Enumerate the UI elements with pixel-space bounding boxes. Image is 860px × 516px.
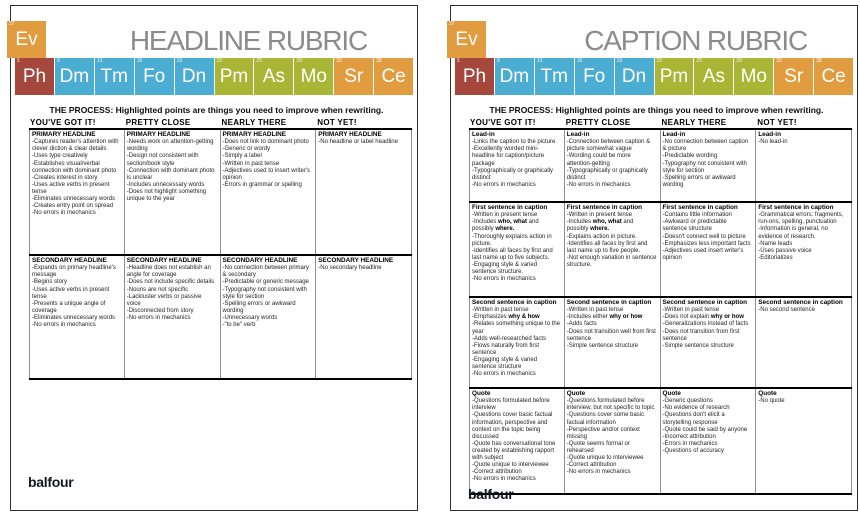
criterion-heading: Quote xyxy=(472,390,491,397)
tile-number: 5 xyxy=(17,58,20,64)
criterion-bullet: - Connection with dominant photo is unclear xyxy=(127,168,217,182)
criterion-bullet: - No errors in mechanics xyxy=(567,182,657,189)
criterion-bullet: - Headline does not establish an angle for coverage xyxy=(127,265,217,279)
criterion-bullet: - Written in past tense xyxy=(567,307,657,314)
criterion-bullet: - "to be" verb xyxy=(223,322,313,329)
page-headline-rubric xyxy=(10,5,418,511)
tile-number: 22 xyxy=(656,58,663,64)
criterion-heading: Second sentence in caption xyxy=(472,299,557,306)
criterion-heading: SECONDARY HEADLINE xyxy=(318,257,394,264)
tile-symbol: Dn xyxy=(621,65,647,87)
criterion-bullet: - Creates interest in story xyxy=(32,175,121,182)
tile-symbol: Dn xyxy=(181,65,207,87)
criterion-bullet: - Quote could be said by anyone xyxy=(663,427,753,434)
criterion-bullet: - Includes unnecessary words xyxy=(127,182,217,189)
element-tile-dn xyxy=(615,58,654,95)
rubric-cell xyxy=(756,389,852,493)
criterion-bullet: - Editorializes xyxy=(758,255,848,262)
tile-symbol: Ce xyxy=(821,65,846,87)
tile-number: 33 xyxy=(776,58,782,64)
criterion-bullet: - No errors in mechanics xyxy=(472,276,561,283)
criterion-bullet: - Begins story xyxy=(32,279,121,286)
rubric-cell xyxy=(565,130,661,201)
criterion-heading: Second sentence in caption xyxy=(662,299,748,306)
criterion-heading: SECONDARY HEADLINE xyxy=(126,257,202,264)
column-header-not-yet: NOT YET! xyxy=(757,118,797,127)
tile-number: 37 xyxy=(449,21,455,27)
tile-number: 38 xyxy=(376,58,382,64)
column-header-pretty-close: PRETTY CLOSE xyxy=(565,118,631,127)
rubric-cell xyxy=(756,298,852,387)
criterion-heading: Lead-in xyxy=(662,131,686,138)
rubric-cell xyxy=(661,130,757,201)
tile-symbol: Pm xyxy=(659,65,689,87)
tile-symbol: Ph xyxy=(462,65,487,87)
criterion-heading: Second sentence in caption xyxy=(566,299,652,306)
criterion-bullet: - Correct attribution xyxy=(567,462,657,469)
rubric-cell xyxy=(29,256,125,378)
criterion-bullet: - Spelling errors or awkward wording xyxy=(663,175,753,189)
criterion-bullet: - Simple sentence structure xyxy=(663,343,753,350)
criterion-bullet: - Does not explain why or how xyxy=(663,314,753,321)
criterion-bullet: - Presents a unique angle of coverage xyxy=(32,301,121,315)
element-tile-ph xyxy=(15,58,54,95)
element-tile-as xyxy=(694,58,733,95)
tile-symbol: Dm xyxy=(59,65,90,87)
rubric-cell xyxy=(125,130,221,254)
criterion-bullet: - No errors in mechanics xyxy=(472,371,561,378)
element-tile-pm xyxy=(655,58,694,95)
criterion-bullet: - Errors in grammar or spelling xyxy=(223,182,313,189)
rubric-cell xyxy=(756,130,852,201)
criterion-bullet: - Adjectives used insert writer's opinion xyxy=(663,248,753,262)
rubric-cell xyxy=(125,256,221,378)
tile-symbol: Mo xyxy=(740,65,767,87)
criterion-bullet: - Typographically or graphically distinct xyxy=(472,168,561,182)
criterion-bullet: - Does not transition from first sentence xyxy=(663,329,753,343)
rubric-header-row xyxy=(29,117,412,130)
tile-symbol: As xyxy=(262,65,285,87)
criterion-bullet: - Written in present tense xyxy=(567,212,657,219)
criterion-bullet: - Predictable wording xyxy=(663,153,753,160)
criterion-bullet: - Does not highlight something unique to the year xyxy=(127,189,217,203)
rubric-cell xyxy=(29,130,125,254)
criterion-heading: SECONDARY HEADLINE xyxy=(32,257,107,264)
criterion-bullet: - Questions of accuracy xyxy=(663,448,753,455)
criterion-bullet: - Spelling errors or awkward wording xyxy=(223,301,313,315)
criterion-bullet: - No errors in mechanics xyxy=(32,210,121,217)
criterion-bullet: - Unnecessary words xyxy=(223,315,313,322)
criterion-bullet: - Errors in mechanics xyxy=(663,441,753,448)
criterion-bullet: - Doesn't connect well to picture xyxy=(663,234,753,241)
element-tile-mo xyxy=(734,58,773,95)
criterion-bullet: - Links the caption to the picture xyxy=(472,139,561,146)
tile-symbol: Fo xyxy=(143,65,166,87)
criterion-bullet: - Uses type creatively xyxy=(32,153,121,160)
element-tile-dm xyxy=(55,58,94,95)
criterion-bullet: - Identifies all faces by first and last name up to five people. xyxy=(567,241,657,255)
criterion-bullet: - Adds facts xyxy=(567,321,657,328)
tile-symbol: Mo xyxy=(300,65,327,87)
criterion-bullet: - Incorrect attribution xyxy=(663,434,753,441)
element-tile-pm xyxy=(215,58,254,95)
rubric-cell xyxy=(565,389,661,493)
rubric-row xyxy=(29,256,412,380)
element-tiles xyxy=(15,58,413,95)
criterion-bullet: - Eliminates unnecessary words xyxy=(32,196,121,203)
criterion-bullet: - Quote seems formal or rehearsed xyxy=(567,441,657,455)
element-tile-fo xyxy=(135,58,174,95)
tile-number: 29 xyxy=(736,58,742,64)
rubric-table xyxy=(29,117,412,380)
process-statement xyxy=(21,105,412,115)
criterion-bullet: - Flows naturally from first sentence xyxy=(472,343,561,357)
tile-symbol: As xyxy=(702,65,725,87)
criterion-bullet: - Identifies all faces by first and last name up to five subjects. xyxy=(472,248,561,262)
column-header-youve-got-it: YOU'VE GOT IT! xyxy=(30,118,96,127)
criterion-bullet: - Not enough variation in sentence structure. xyxy=(567,255,657,269)
criterion-heading: First sentence in caption xyxy=(566,204,643,211)
criterion-heading: Lead-in xyxy=(566,131,590,138)
criterion-bullet: - Adjectives used to insert writer's opinion xyxy=(223,168,313,182)
tile-number: 33 xyxy=(336,58,342,64)
criterion-bullet: - Establishes visual/verbal connection with dominant photo xyxy=(32,161,121,175)
rubric-cell xyxy=(661,298,757,387)
criterion-bullet: - Grammatical errors: fragments, run-ons, spelling, punctuation xyxy=(758,212,848,226)
rubric-table-body xyxy=(29,130,412,380)
rubric-cell xyxy=(469,298,565,387)
rubric-cell xyxy=(316,256,412,378)
criterion-heading: Lead-in xyxy=(758,131,781,138)
criterion-bullet: - Engaging style & varied sentence structure. xyxy=(472,262,561,276)
rubric-cell xyxy=(565,298,661,387)
tile-symbol: Pm xyxy=(219,65,249,87)
element-tiles xyxy=(455,58,853,95)
element-tile-mo xyxy=(294,58,333,95)
rubric-cell xyxy=(565,203,661,296)
criterion-heading: SECONDARY HEADLINE xyxy=(222,257,298,264)
element-tile-sr xyxy=(774,58,813,95)
tile-number: 9 xyxy=(56,58,60,64)
criterion-bullet: - Quote has conversational tone created by establishing rapport with subject xyxy=(472,441,561,462)
criterion-bullet: - Generic questions xyxy=(663,398,753,405)
element-tile-as xyxy=(254,58,293,95)
criterion-bullet: - Emphasizes less important facts xyxy=(663,241,753,248)
tile-number: 38 xyxy=(816,58,822,64)
tile-number: 16 xyxy=(136,58,143,64)
rubric-cell xyxy=(469,130,565,201)
tile-symbol: Fo xyxy=(583,65,606,87)
tile-number: 16 xyxy=(576,58,583,64)
criterion-bullet: - Simple sentence structure xyxy=(567,343,657,350)
criterion-bullet: - No evidence of research xyxy=(663,405,753,412)
page-title: HEADLINE RUBRIC xyxy=(129,25,367,56)
tile-number: 25 xyxy=(256,58,262,64)
criterion-bullet: - Generalizations instead of facts xyxy=(663,321,753,328)
element-tile-dm xyxy=(495,58,534,95)
tile-number: 13 xyxy=(96,58,103,64)
criterion-bullet: - Predictable or generic message xyxy=(223,279,313,286)
tile-symbol: Sr xyxy=(344,65,364,87)
column-header-youve-got-it: YOU'VE GOT IT! xyxy=(470,118,536,127)
element-tile-tm xyxy=(95,58,134,95)
criterion-bullet: - Questions cover some basic factual information xyxy=(567,412,657,426)
criterion-bullet: - Connection between caption & picture somewhat vague xyxy=(567,139,657,153)
page-title: CAPTION RUBRIC xyxy=(584,25,807,56)
criterion-bullet: - Does not transition well from first sentence xyxy=(567,329,657,343)
criterion-bullet: - No errors in mechanics xyxy=(127,315,217,322)
tile-number: 29 xyxy=(296,58,302,64)
criterion-bullet: - Design not consistent with section/book style xyxy=(127,153,217,167)
criterion-heading: PRIMARY HEADLINE xyxy=(126,131,191,138)
element-tile-dn xyxy=(175,58,214,95)
tile-symbol: Tm xyxy=(100,65,128,87)
element-tile-tm xyxy=(535,58,574,95)
tile-number: 9 xyxy=(496,58,500,64)
rubric-cell xyxy=(221,130,317,254)
criterion-heading: PRIMARY HEADLINE xyxy=(32,131,96,138)
rubric-row xyxy=(469,389,852,495)
rubric-cell xyxy=(661,389,757,493)
criterion-bullet: - No errors in mechanics xyxy=(567,469,657,476)
criterion-bullet: - Creates entry point on spread xyxy=(32,203,121,210)
criterion-bullet: - Written in present tense xyxy=(472,212,561,219)
tile-symbol: Tm xyxy=(540,65,568,87)
tile-number: 25 xyxy=(696,58,702,64)
page-caption-rubric xyxy=(450,5,858,511)
tile-number: 37 xyxy=(9,21,15,27)
process-label: THE PROCESS: xyxy=(489,105,554,115)
criterion-heading: Quote xyxy=(662,390,681,397)
criterion-bullet: - Needs work on attention-getting wording xyxy=(127,139,217,153)
criterion-heading: Lead-in xyxy=(472,131,495,138)
criterion-bullet: - Thoroughly explains action in picture. xyxy=(472,234,561,248)
criterion-bullet: - No lead-in xyxy=(758,139,848,146)
process-statement xyxy=(461,105,852,115)
criterion-bullet: - Includes either why or how xyxy=(567,314,657,321)
criterion-bullet: - Lackluster verbs or passive voice xyxy=(127,294,217,308)
rubric-cell xyxy=(469,389,565,493)
tile-number: 19 xyxy=(176,58,183,64)
element-tile-sr xyxy=(334,58,373,95)
process-text: Highlighted points are things you need to improve when rewriting. xyxy=(555,105,824,115)
criterion-heading: First sentence in caption xyxy=(662,204,738,211)
criterion-bullet: - Does not include specific details xyxy=(127,279,217,286)
criterion-bullet: - Nouns are not specific xyxy=(127,287,217,294)
criterion-bullet: - Expands on primary headline's message xyxy=(32,265,121,279)
criterion-heading: Quote xyxy=(566,390,586,397)
criterion-bullet: - No second sentence xyxy=(758,307,848,314)
criterion-bullet: - Captures reader's attention with clever diction & clear details xyxy=(32,139,121,153)
rubric-table-body xyxy=(469,130,852,495)
criterion-bullet: - No secondary headline xyxy=(318,265,408,272)
rubric-cell xyxy=(316,130,412,254)
criterion-bullet: - Written in past tense xyxy=(472,307,561,314)
criterion-bullet: - No errors in mechanics xyxy=(472,182,561,189)
column-header-nearly-there: NEARLY THERE xyxy=(661,118,727,127)
criterion-bullet: - Explains action in picture. xyxy=(567,234,657,241)
criterion-bullet: - Typography not consistent with style for section xyxy=(663,161,753,175)
criterion-bullet: - Perspective and/or context missing xyxy=(567,427,657,441)
criterion-heading: PRIMARY HEADLINE xyxy=(222,131,287,138)
criterion-bullet: - Does not link to dominant photo xyxy=(223,139,313,146)
rubric-row xyxy=(469,203,852,298)
criterion-bullet: - Excellently worded mini-headline for caption/picture package xyxy=(472,146,561,167)
tile-symbol: Ce xyxy=(381,65,406,87)
rubric-row xyxy=(469,130,852,203)
criterion-heading: First sentence in caption xyxy=(758,204,834,211)
criterion-bullet: - Questions don't elicit a storytelling response xyxy=(663,412,753,426)
criterion-bullet: - Correct attribution xyxy=(472,469,561,476)
process-label: THE PROCESS: xyxy=(49,105,114,115)
tile-symbol: Ph xyxy=(22,65,47,87)
tile-symbol: Ev xyxy=(15,28,38,50)
criterion-bullet: - Quote unique to interviewee xyxy=(567,455,657,462)
element-tile-ce xyxy=(374,58,413,95)
tile-symbol: Sr xyxy=(784,65,804,87)
criterion-bullet: - Relates something unique to the year xyxy=(472,321,561,335)
criterion-bullet: - Includes who, what and possibly where. xyxy=(567,219,657,233)
rubric-table xyxy=(469,117,852,495)
criterion-bullet: - No errors in mechanics xyxy=(472,476,561,483)
criterion-bullet: - Emphasizes why & how xyxy=(472,314,561,321)
rubric-cell xyxy=(756,203,852,296)
tile-number: 19 xyxy=(616,58,623,64)
tile-number: 22 xyxy=(216,58,223,64)
rubric-row xyxy=(29,130,412,256)
criterion-bullet: - Written in past tense xyxy=(223,161,313,168)
criterion-bullet: - No quote xyxy=(758,398,848,405)
element-tile-ph xyxy=(455,58,494,95)
criterion-bullet: - Uses active verbs in present tense xyxy=(32,182,121,196)
rubric-cell xyxy=(661,203,757,296)
criterion-bullet: - Includes who, what and possibly where. xyxy=(472,219,561,233)
criterion-bullet: - No headline or label headline xyxy=(318,139,408,146)
tile-symbol: Ev xyxy=(455,28,478,50)
element-tile-ce xyxy=(814,58,853,95)
criterion-heading: Second sentence in caption xyxy=(758,299,843,306)
balfour-logo: balfour xyxy=(28,474,74,490)
criterion-bullet: - Generic or wordy xyxy=(223,146,313,153)
rubric-cell xyxy=(469,203,565,296)
criterion-bullet: - Awkward or predictable sentence structure xyxy=(663,219,753,233)
criterion-bullet: - Uses active verbs in present tense xyxy=(32,287,121,301)
criterion-bullet: - Information is general, no evidence of research. xyxy=(758,226,848,240)
column-header-pretty-close: PRETTY CLOSE xyxy=(125,118,191,127)
criterion-bullet: - Contains little information xyxy=(663,212,753,219)
criterion-heading: PRIMARY HEADLINE xyxy=(318,131,382,138)
process-text: Highlighted points are things you need to improve when rewriting. xyxy=(115,105,384,115)
criterion-bullet: - Questions formulated before interview, but not specific to topic xyxy=(567,398,657,412)
element-tile-ev xyxy=(447,21,486,58)
criterion-bullet: - Typographically or graphically distinct xyxy=(567,168,657,182)
criterion-heading: First sentence in caption xyxy=(472,204,548,211)
tile-number: 5 xyxy=(457,58,460,64)
criterion-bullet: - Written in past tense xyxy=(663,307,753,314)
criterion-bullet: - Wording could be more attention-getting xyxy=(567,153,657,167)
criterion-bullet: - Uses passive voice xyxy=(758,248,848,255)
criterion-bullet: - Name leads xyxy=(758,241,848,248)
column-header-not-yet: NOT YET! xyxy=(317,118,357,127)
criterion-bullet: - Eliminates unnecessary words xyxy=(32,315,121,322)
element-tile-ev xyxy=(7,21,46,58)
criterion-bullet: - No connection between primary & secondary xyxy=(223,265,313,279)
criterion-heading: Quote xyxy=(758,390,777,397)
tile-symbol: Dm xyxy=(499,65,530,87)
rubric-header-row xyxy=(469,117,852,130)
rubric-cell xyxy=(221,256,317,378)
criterion-bullet: - Typography not consistent with style for section xyxy=(223,287,313,301)
criterion-bullet: - Engaging style & varied sentence structure xyxy=(472,357,561,371)
criterion-bullet: - Questions formulated before interview xyxy=(472,398,561,412)
rubric-row xyxy=(469,298,852,389)
criterion-bullet: - Disconnected from story xyxy=(127,308,217,315)
criterion-bullet: - No errors in mechanics xyxy=(32,322,121,329)
criterion-bullet: - No connection between caption & picture xyxy=(663,139,753,153)
criterion-bullet: - Quote unique to interviewee xyxy=(472,462,561,469)
criterion-bullet: - Adds well-researched facts xyxy=(472,336,561,343)
balfour-logo: balfour xyxy=(468,486,514,502)
column-header-nearly-there: NEARLY THERE xyxy=(221,118,287,127)
criterion-bullet: - Questions cover basic factual information, perspective and context on the topic being discussed xyxy=(472,412,561,440)
tile-number: 13 xyxy=(536,58,543,64)
criterion-bullet: - Simply a label xyxy=(223,153,313,160)
element-tile-fo xyxy=(575,58,614,95)
